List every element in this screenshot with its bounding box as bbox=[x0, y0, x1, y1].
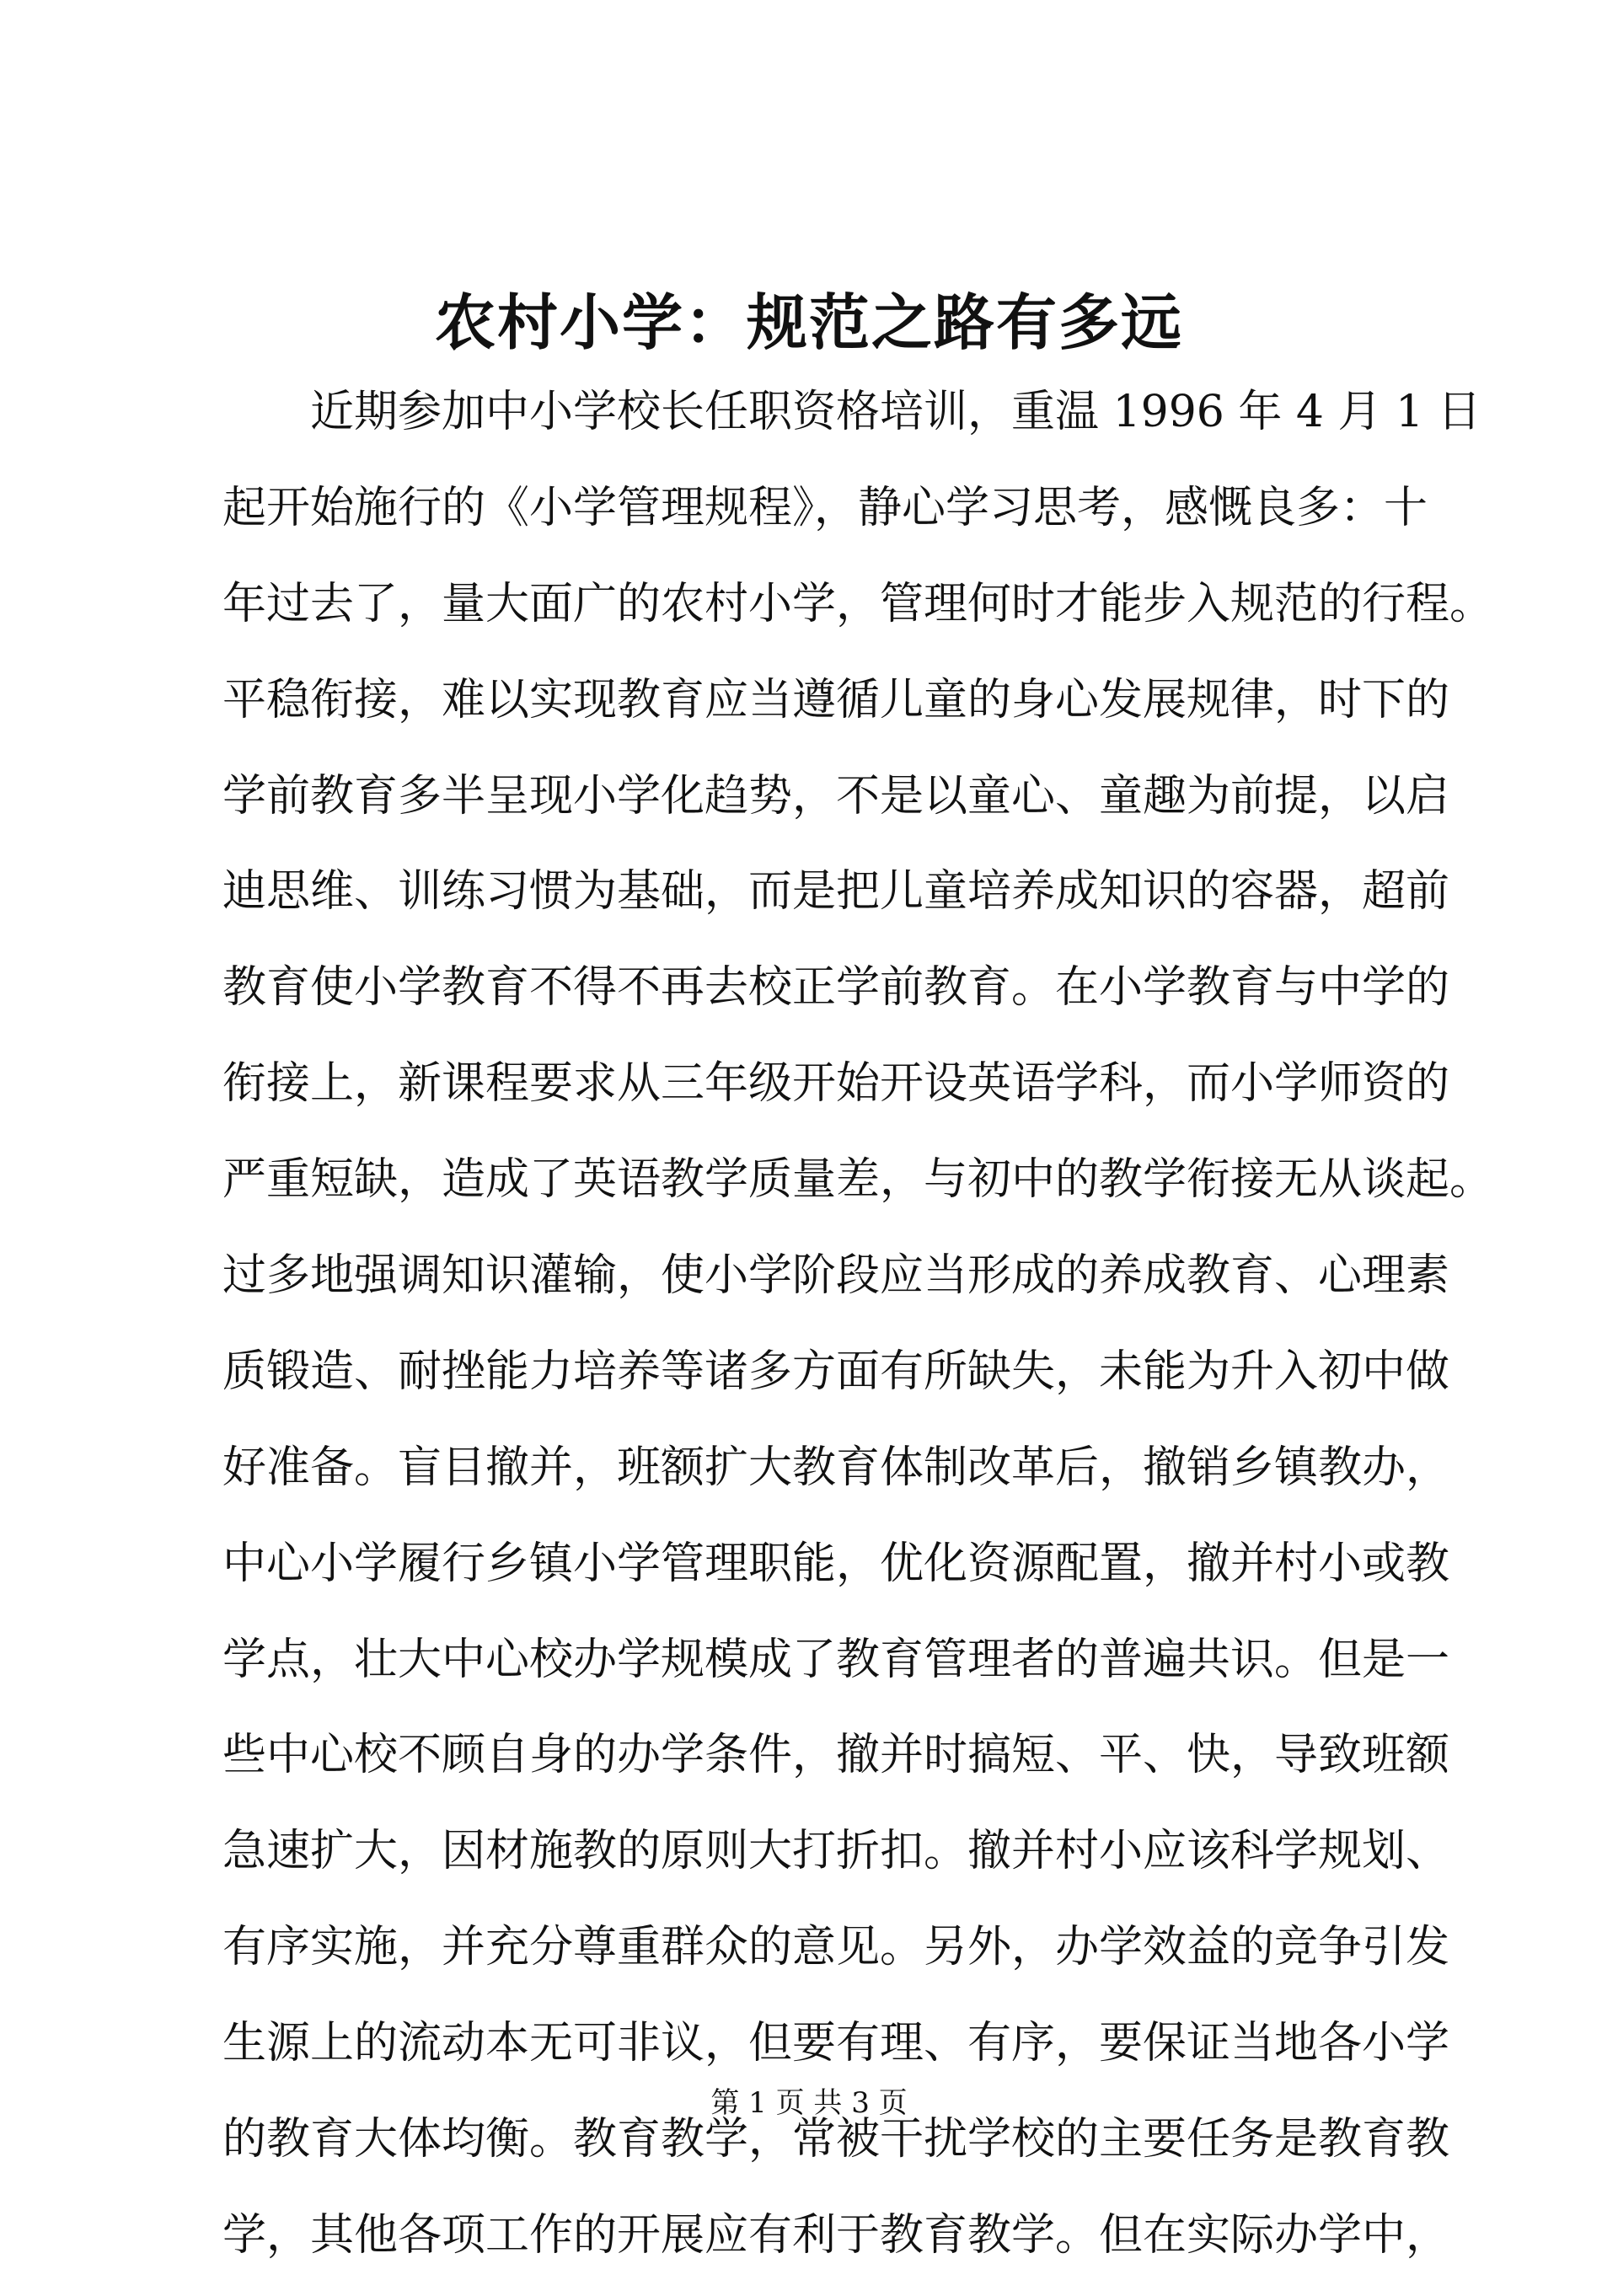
text-line: 生源上的流动本无可非议，但要有理、有序，要保证当地各小学 bbox=[222, 2018, 1450, 2069]
text-line: 学点，壮大中心校办学规模成了教育管理者的普遍共识。但是一 bbox=[222, 1634, 1450, 1685]
text-line: 有序实施，并充分尊重群众的意见。另外，办学效益的竞争引发 bbox=[222, 1922, 1450, 1973]
text-line: 质锻造、耐挫能力培养等诸多方面有所缺失，未能为升入初中做 bbox=[222, 1346, 1450, 1397]
text-line: 年过去了，量大面广的农村小学，管理何时才能步入规范的行程。 bbox=[222, 578, 1494, 629]
text-line: 近期参加中小学校长任职资格培训，重温 1996 年 4 月 1 日 bbox=[310, 387, 1481, 437]
text-line: 平稳衔接，难以实现教育应当遵循儿童的身心发展规律，时下的 bbox=[222, 674, 1450, 725]
text-line: 中心小学履行乡镇小学管理职能，优化资源配置，撤并村小或教 bbox=[222, 1538, 1450, 1589]
text-line: 些中心校不顾自身的办学条件，撤并时搞短、平、快，导致班额 bbox=[222, 1730, 1450, 1781]
text-line: 教育使小学教育不得不再去校正学前教育。在小学教育与中学的 bbox=[222, 962, 1450, 1014]
text-line: 严重短缺，造成了英语教学质量差，与初中的教学衔接无从谈起。 bbox=[222, 1154, 1494, 1206]
text-line: 学，其他各项工作的开展应有利于教育教学。但在实际办学中， bbox=[222, 2209, 1450, 2261]
body-paragraph bbox=[222, 377, 1494, 2296]
text-line: 的教育大体均衡。教育教学，常被干扰学校的主要任务是教育教 bbox=[222, 2114, 1450, 2165]
text-line: 起开始施行的《小学管理规程》，静心学习思考，感慨良多：十 bbox=[222, 482, 1428, 533]
text-line: 急速扩大，因材施教的原则大打折扣。撤并村小应该科学规划、 bbox=[222, 1826, 1450, 1877]
text-line: 学前教育多半呈现小学化趋势，不是以童心、童趣为前提，以启 bbox=[222, 770, 1450, 822]
text-line: 过多地强调知识灌输，使小学阶段应当形成的养成教育、心理素 bbox=[222, 1250, 1450, 1302]
text-line: 迪思维、训练习惯为基础，而是把儿童培养成知识的容器，超前 bbox=[222, 866, 1450, 918]
document-title: 农村小学：规范之路有多远 bbox=[434, 286, 1183, 358]
text-line: 衔接上，新课程要求从三年级开始开设英语学科，而小学师资的 bbox=[222, 1058, 1450, 1110]
page-number: 第 1 页 共 3 页 bbox=[710, 2086, 908, 2120]
text-line: 好准备。盲目撤并，班额扩大教育体制改革后，撤销乡镇教办， bbox=[222, 1442, 1450, 1493]
